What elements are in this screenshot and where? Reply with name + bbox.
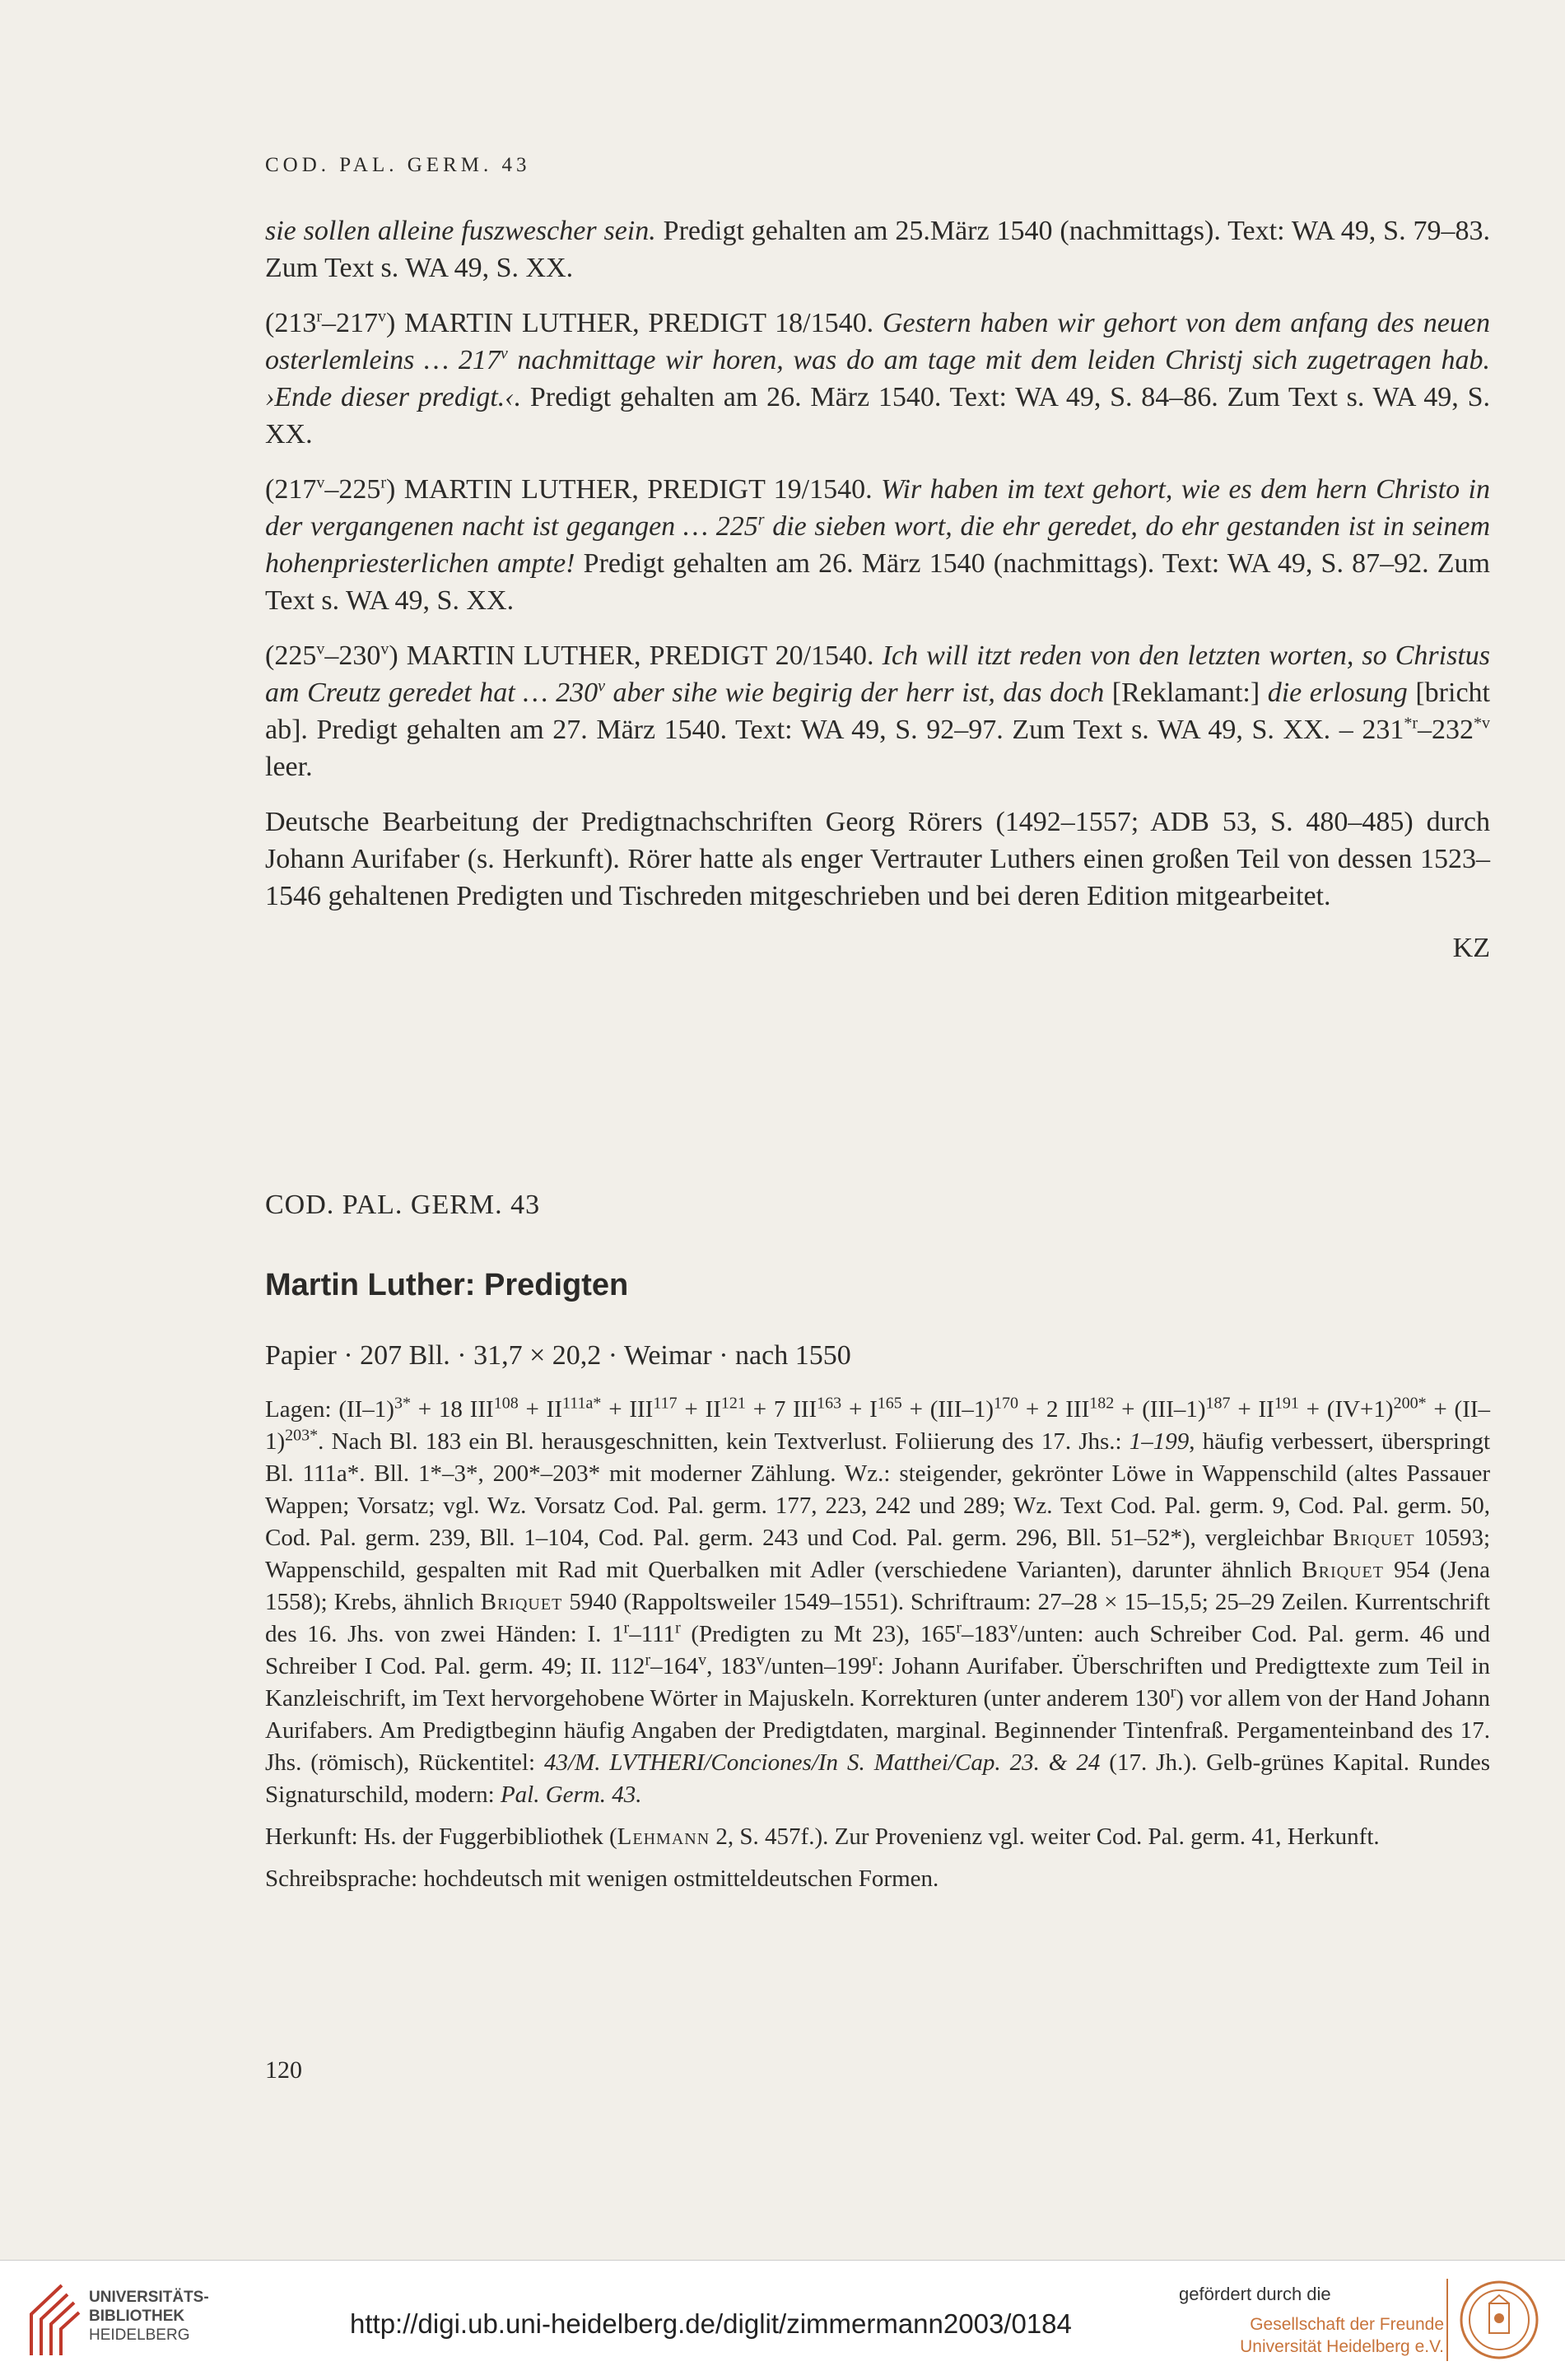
entry-paragraph: (225$^v$–230$^v$) MARTIN LUTHER, PREDIGT 20/1540. Ich will itzt reden von den letzten worten, so Christus am Creutz geredet hat … 230$^v$ aber sihe wie begirig der herr ist, das doch [Reklamant:] die erlosung [bricht ab]. Predigt gehalten am 27. März 1540. Text: WA 49, S. 92–97. Zum Text s. WA 49, S. XX. – 231$^{*r}$–232$^{*v}$ leer. [265,640,1490,782]
author-initials: KZ [1452,933,1490,963]
library-name: UNIVERSITÄTS- BIBLIOTHEK HEIDELBERG [89,2289,209,2344]
entry-paragraph: (213$^r$–217$^v$) MARTIN LUTHER, PREDIGT 18/1540. Gestern haben wir gehort von dem anfang des neuen osterlemleins … 217$^v$ nachmittage wir horen, was do am tage mit dem leiden Christj sich zugetragen hab. ›Ende dieser predigt.‹. Predigt gehalten am 26. März 1540. Text: WA 49, S. 84–86. Zum Text s. WA 49, S. XX. [265,307,1490,449]
library-logo-icon [25,2281,82,2359]
divider [1446,2279,1448,2361]
running-header: COD. PAL. GERM. 43 [265,154,531,176]
society-name: Gesellschaft der Freunde Universität Heidelberg e.V. [1240,2315,1444,2356]
entries-block [265,212,1490,964]
manuscript-title: Martin Luther: Predigten [265,1268,629,1302]
provenance-paragraph: Herkunft: Hs. der Fuggerbibliothek (Lehmann 2, S. 457f.). Zur Provenienz vgl. weiter Cod. Pal. germ. 41, Herkunft. [265,1823,1380,1850]
codex-signature: COD. PAL. GERM. 43 [265,1190,541,1220]
description-paragraph: Lagen: $(II-1)^{3*} + 18$ $III^{108} + II^{111a*} + III^{117} + II^{121} + 7$ $III^{163} + I^{165} + (III-1)^{170} + 2$ $III^{182} + (III-1)^{187} + II^{191} + (IV+1)^{200*} + (II-1)^{203*}$. Nach Bl. 183 ein Bl. herausgeschnitten, kein Textverlust. Foliierung des 17. Jhs.: 1–199, häufig verbessert, überspringt Bl. 111a*. Bll. 1*–3*, 200*–203* mit moderner Zählung. Wz.: steigender, gekrönter Löwe in Wappenschild (altes Passauer Wappen; Vorsatz; vgl. Wz. Vorsatz Cod. Pal. germ. 177, 223, 242 und 289; Wz. Text Cod. Pal. germ. 9, Cod. Pal. germ. 50, Cod. Pal. germ. 239, Bll. 1–104, Cod. Pal. germ. 243 und Cod. Pal. germ. 296, Bll. 51–52*), vergleichbar Briquet 10593; Wappenschild, gespalten mit Rad mit Querbalken mit Adler (verschiedene Varianten), darunter ähnlich Briquet 954 (Jena 1558); Krebs, ähnlich Briquet 5940 (Rappoltsweiler 1549–1551). Schriftraum: 27–28 × 15–15,5; 25–29 Zeilen. Kurrentschrift des 16. Jhs. von zwei Händen: I. 1$^r$–111$^r$ (Predigten zu Mt 23), 165$^r$–183$^v$/unten: auch Schreiber Cod. Pal. germ. 46 und Schreiber I Cod. Pal. germ. 49; II. 112$^r$–164$^v$, 183$^v$/unten–199$^r$: Johann Aurifaber. Überschriften und Predigttexte zum Teil in Kanzleischrift, im Text hervorgehobene Wörter in Majuskeln. Korrekturen (unter anderem 130$^r$) vor allem von der Hand Johann Aurifabers. Am Predigtbeginn häufig Angaben der Predigtdaten, marginal. Beginnender Tintenfraß. Pergamenteinband des 17. Jhs. (römisch), Rückentitel: 43/M. LVTHERI/Conciones/In S. Matthei/Cap. 23. & 24 (17. Jh.). Gelb-grünes Kapital. Rundes Signaturschild, modern: Pal. Germ. 43. [265,1394,1491,1808]
description-block [265,1394,1490,1905]
entry-paragraph: (217$^v$–225$^r$) MARTIN LUTHER, PREDIGT 19/1540. Wir haben im text gehort, wie es dem hern Christo in der vergangenen nacht ist gegangen … 225$^r$ die sieben wort, die ehr geredet, do ehr gestanden ist in seinem hohenpriesterlichen ampte! Predigt gehalten am 26. März 1540 (nachmittags). Text: WA 49, S. 87–92. Zum Text s. WA 49, S. XX. [265,473,1490,616]
manuscript-meta: Papier · 207 Bll. · 31,7 × 20,2 · Weimar · nach 1550 [265,1340,851,1371]
support-label: gefördert durch die [1179,2284,1331,2304]
footer-bar [0,2260,1565,2380]
page-number: 120 [265,2056,302,2084]
language-paragraph: Schreibsprache: hochdeutsch mit wenigen ostmitteldeutschen Formen. [265,1865,939,1892]
university-seal-icon [1458,2279,1540,2361]
entry-paragraph: sie sollen alleine fuszwescher sein. Predigt gehalten am 25.März 1540 (nachmittags). Text: WA 49, S. 79–83. Zum Text s. WA 49, S. XX. [265,216,1490,283]
source-url-link[interactable]: http://digi.ub.uni-heidelberg.de/diglit/zimmermann2003/0184 [350,2308,1072,2339]
commentary-paragraph: Deutsche Bearbeitung der Predigtnachschriften Georg Rörers (1492–1557; ADB 53, S. 480–485) durch Johann Aurifaber (s. Herkunft). Rörer hatte als enger Vertrauter Luthers einen großen Teil von dessen 1523–1546 gehaltenen Predigten und Tischreden mitgeschrieben und bei deren Edition mitgearbeitet. [265,807,1490,911]
